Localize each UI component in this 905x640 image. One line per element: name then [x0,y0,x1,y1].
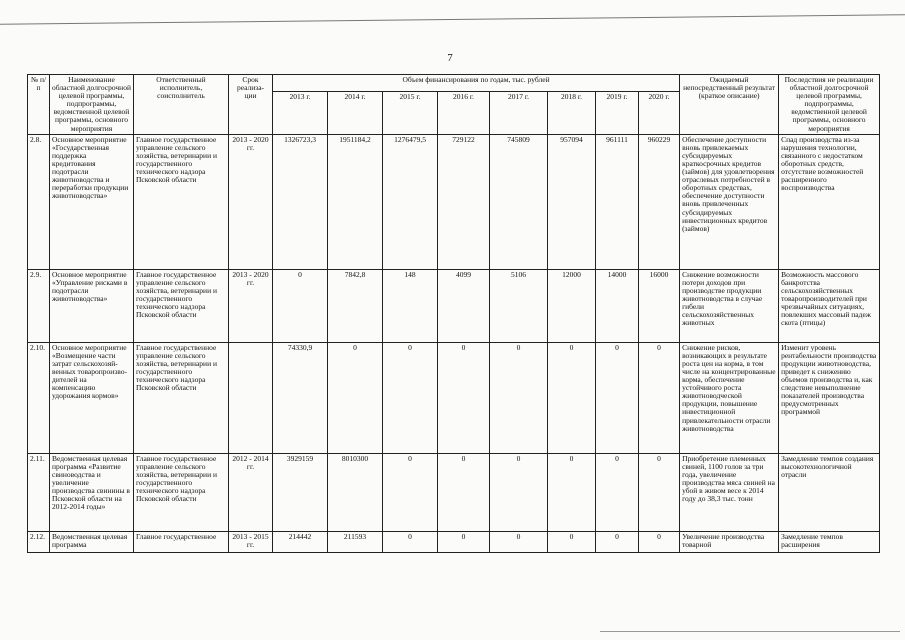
row-consequence: Изменит уровень рентабельности производства продукции животноводства, приведет к снижению объемов производства и, как следствие невыполнение показателей производства предусмотренных программой [779,342,880,453]
row-value: 0 [596,342,639,453]
row-value: 0 [383,453,438,531]
page-number: 7 [447,52,453,64]
row-value: 0 [438,342,490,453]
row-value: 4099 [438,269,490,342]
row-result: Обеспечение доступности вновь привлекаемых субсидируемых краткосрочных кредитов (займов) для удовлетворения отраслевых потребностей в оборотных средствах, обеспечение доступности вновь привлеченных субсидируемых инвестиционных кредитов (займов) [680,134,779,269]
row-value: 7842,8 [328,269,383,342]
row-num: 2.12. [28,531,50,552]
scan-edge-line [0,14,905,24]
row-result: Снижение рисков, возникающих в результате роста цен на корма, в том числе на концентрированные корма, обеспечение устойчивого роста животноводческой продукции, повышение инвестиционной привлекательности отрасли животноводства [680,342,779,453]
header-year: 2020 г. [639,92,680,134]
row-value: 211593 [328,531,383,552]
row-period: 2013 - 2015 гг. [229,531,273,552]
row-num: 2.11. [28,453,50,531]
row-value: 0 [490,453,548,531]
table-row [28,453,880,531]
row-responsible: Главное государственное управление сельского хозяйства, ветеринарии и государственного технического надзора Псковской области [134,134,229,269]
row-responsible: Главное государственное [134,531,229,552]
row-value: 0 [273,269,328,342]
table-row [28,134,880,269]
row-value: 960229 [639,134,680,269]
header-year: 2018 г. [548,92,596,134]
header-period: Срок реализа-ции [229,75,273,135]
row-value: 0 [490,531,548,552]
row-value: 1951184,2 [328,134,383,269]
row-value: 148 [383,269,438,342]
header-num: № п/п [28,75,50,135]
row-consequence: Спад производства из-за нарушения технологии, связанного с недостатком оборотных средств, отсутствие возможностей расширенного воспроизводства [779,134,880,269]
header-funding: Объем финансирования по годам, тыс. рублей [273,75,680,92]
row-period: 2013 - 2020 гг. [229,134,273,269]
row-value: 0 [639,342,680,453]
row-value: 0 [490,342,548,453]
row-name: Основное мероприятие «Государственная поддержка кредитования подотрасли животноводства и переработки продукции животноводства» [50,134,134,269]
row-value: 5106 [490,269,548,342]
row-value: 3929159 [273,453,328,531]
header-year: 2019 г. [596,92,639,134]
table-row [28,342,880,453]
budget-table [27,74,880,553]
row-responsible: Главное государственное управление сельского хозяйства, ветеринарии и государственного технического надзора Псковской области [134,453,229,531]
row-value: 16000 [639,269,680,342]
row-value: 74330,9 [273,342,328,453]
row-consequence: Возможность массового банкротства сельскохозяйственных товаропроизводителей при чрезвычайных ситуациях, повлекших массовый падеж скота (птицы) [779,269,880,342]
table-row [28,269,880,342]
row-period: 2013 - 2020 гг. [229,269,273,342]
row-value: 0 [596,453,639,531]
row-name: Основное мероприятие «Управление рисками в подотрасли животноводства» [50,269,134,342]
row-value: 745809 [490,134,548,269]
header-year: 2015 г. [383,92,438,134]
row-value: 961111 [596,134,639,269]
row-num: 2.9. [28,269,50,342]
scan-edge-line [600,631,900,632]
header-responsible: Ответственный исполнитель, соисполнитель [134,75,229,135]
row-num: 2.8. [28,134,50,269]
row-name: Ведомственная целевая программа [50,531,134,552]
header-result: Ожидаемый непосредственный результат (краткое описание) [680,75,779,135]
row-name: Основное мероприятие «Возмещение части затрат сельскохозяй-венных товаропроизво-дителей на компенсацию удорожания кормов» [50,342,134,453]
row-value: 0 [548,531,596,552]
row-value: 8010300 [328,453,383,531]
row-value: 214442 [273,531,328,552]
header-year: 2014 г. [328,92,383,134]
header-consequences: Последствия не реализации областной долгосрочной целевой программы, подпрограммы, ведомственной целевой программы, основного мероприятия [779,75,880,135]
header-row [28,75,880,92]
row-consequence: Замедление темпов расширения [779,531,880,552]
row-value: 0 [639,531,680,552]
row-value: 0 [639,453,680,531]
row-value: 0 [383,342,438,453]
row-name: Ведомственная целевая программа «Развитие свиноводства и увеличение производства свинины в Псковской области на 2012-2014 годы» [50,453,134,531]
row-value: 12000 [548,269,596,342]
row-result: Приобретение племенных свиней, 1100 голов за три года, увеличение производства мяса свиней на убой в живом весе к 2014 году до 38,3 тыс. тонн [680,453,779,531]
header-year: 2017 г. [490,92,548,134]
row-responsible: Главное государственное управление сельского хозяйства, ветеринарии и государственного технического надзора Псковской области [134,342,229,453]
row-result: Увеличение производства товарной [680,531,779,552]
row-result: Снижение возможности потери доходов при производстве продукции животноводства в случае гибели сельскохозяйственных животных [680,269,779,342]
header-year: 2016 г. [438,92,490,134]
row-responsible: Главное государственное управление сельского хозяйства, ветеринарии и государственного технического надзора Псковской области [134,269,229,342]
table-row [28,531,880,552]
row-value: 1276479,5 [383,134,438,269]
row-value: 0 [438,531,490,552]
row-period: 2012 - 2014 гг. [229,453,273,531]
row-value: 729122 [438,134,490,269]
row-value: 0 [548,453,596,531]
row-value: 0 [548,342,596,453]
row-value: 0 [596,531,639,552]
row-consequence: Замедление темпов создания высокотехнологичной отрасли [779,453,880,531]
row-value: 14000 [596,269,639,342]
row-value: 957094 [548,134,596,269]
row-value: 0 [328,342,383,453]
header-name: Наименование областной долгосрочной целевой программы, подпрограммы, ведомственной целевой программы, основного мероприятия [50,75,134,135]
row-value: 1326723,3 [273,134,328,269]
row-num: 2.10. [28,342,50,453]
row-period [229,342,273,453]
row-value: 0 [438,453,490,531]
row-value: 0 [383,531,438,552]
header-year: 2013 г. [273,92,328,134]
